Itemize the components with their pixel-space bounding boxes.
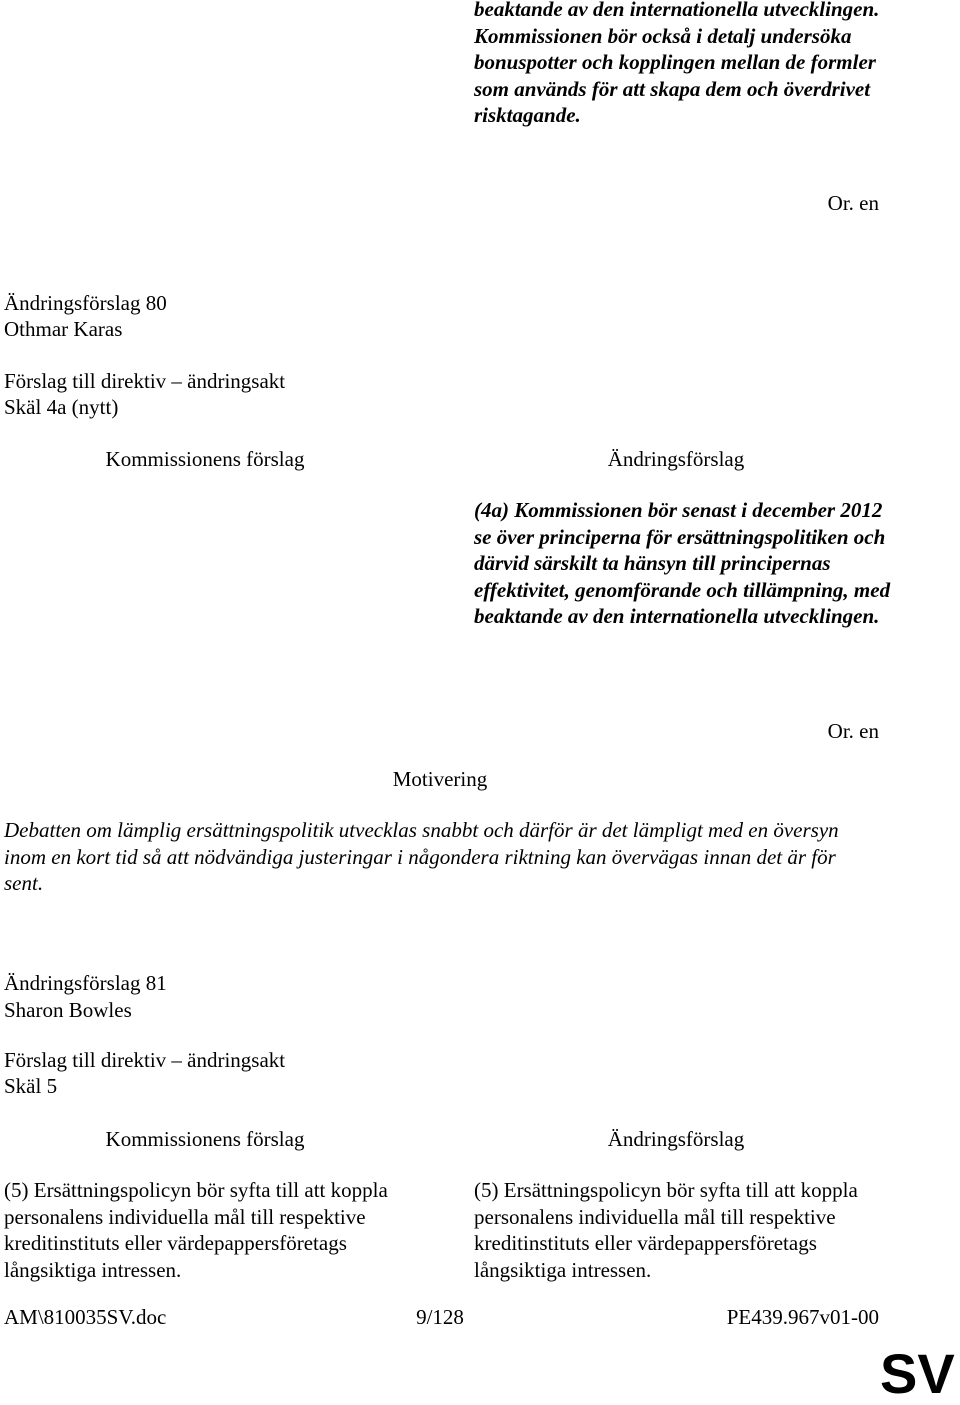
continuation-text: beaktande av den internationella utvecklingen. Kommissionen bör också i detalj undersöka bonuspotter och kopplingen mellan de formler som används för att skapa dem och överdrivet risktagande. — [474, 0, 880, 127]
proposal-type: Förslag till direktiv – ändringsakt — [4, 1048, 286, 1072]
proposal-type: Förslag till direktiv – ändringsakt — [4, 369, 286, 393]
amendment-title: Ändringsförslag 81 — [4, 971, 167, 995]
amendment-title: Ändringsförslag 80 — [4, 291, 167, 315]
footer-page-number: 9/128 — [416, 1305, 464, 1329]
commission-proposal-header: Kommissionens förslag — [105, 447, 305, 471]
recital-reference: Skäl 4a (nytt) — [4, 395, 119, 419]
amendment-header: Ändringsförslag — [607, 447, 745, 471]
recital-reference: Skäl 5 — [4, 1074, 58, 1098]
justification-heading: Motivering — [392, 767, 488, 791]
footer-doc-reference: AM\810035SV.doc — [4, 1305, 167, 1329]
language-code: SV — [880, 1342, 955, 1405]
original-language-label: Or. en — [827, 719, 879, 743]
commission-text: (5) Ersättningspolicyn bör syfta till att koppla personalens individuella mål till respektive kreditinstituts eller värdepappersföretags långsiktiga intressen. — [4, 1178, 388, 1282]
amendment-author: Sharon Bowles — [4, 998, 132, 1022]
footer-pe-reference: PE439.967v01-00 — [726, 1305, 879, 1329]
amendment-header: Ändringsförslag — [607, 1127, 745, 1151]
justification-text: Debatten om lämplig ersättningspolitik utvecklas snabbt och därför är det lämpligt med en översyn inom en kort tid så att nödvändiga justeringar i någondera riktning kan övervägas innan det är för sent. — [4, 818, 839, 895]
original-language-label: Or. en — [827, 191, 879, 215]
amendment-author: Othmar Karas — [4, 317, 123, 341]
amendment-text: (4a) Kommissionen bör senast i december 2012 se över principerna för ersättningspolitiken och därvid särskilt ta hänsyn till principernas effektivitet, genomförande och tillämpning, med beaktande av den internationella utvecklingen. — [474, 498, 891, 628]
amendment-text: (5) Ersättningspolicyn bör syfta till att koppla personalens individuella mål till respektive kreditinstituts eller värdepappersföretags långsiktiga intressen. — [474, 1178, 858, 1282]
commission-proposal-header: Kommissionens förslag — [105, 1127, 305, 1151]
